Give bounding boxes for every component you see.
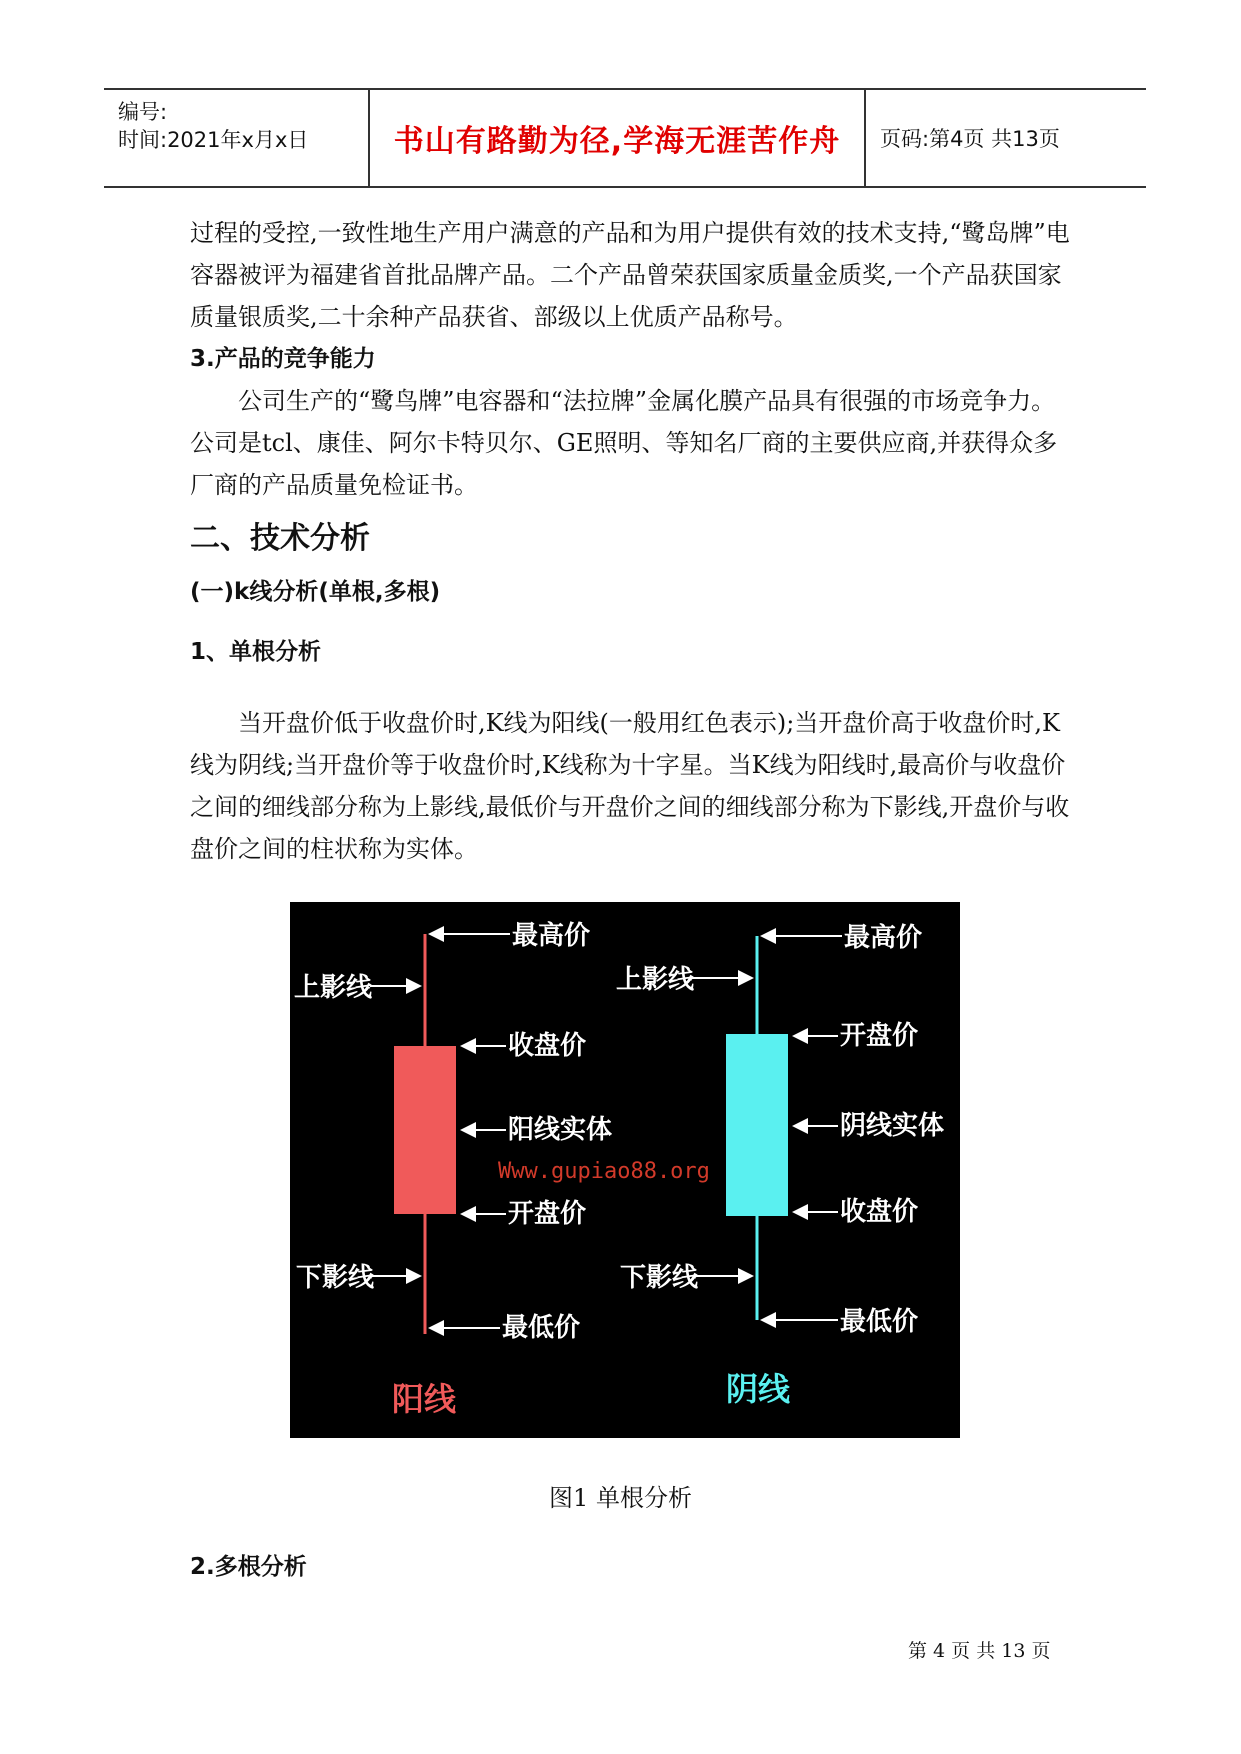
yang-low-label: 最低价 <box>502 1313 581 1343</box>
paragraph-quality: 过程的受控,一致性地生产用户满意的产品和为用户提供有效的技术支持,“鹭岛牌”电容器被评为福建省首批品牌产品。二个产品曾荣获国家质量金质奖,一个产品获国家质量银质奖,二十余种产品获省、部级以上优质产品称号。 <box>190 219 1070 331</box>
figure-watermark: Www.gupiao88.org <box>498 1159 710 1184</box>
page-footer: 第 4 页 共 13 页 <box>908 1640 1051 1662</box>
yin-body-label: 阴线实体 <box>840 1111 945 1141</box>
figure-caption: 图1 单根分析 <box>549 1484 692 1512</box>
yang-body-label: 阳线实体 <box>508 1115 613 1145</box>
yin-high-label: 最高价 <box>844 923 923 953</box>
yin-low-label: 最低价 <box>840 1307 919 1337</box>
header-time-label: 时间:2021年x月x日 <box>118 128 309 152</box>
paragraph-kline: 当开盘价低于收盘价时,K线为阳线(一般用红色表示);当开盘价高于收盘价时,K线为阴线;当开盘价等于收盘价时,K线称为十字星。当K线为阳线时,最高价与收盘价之间的细线部分称为上影线,最低价与开盘价之间的细线部分称为下影线,开盘价与收盘价之间的柱状称为实体。 <box>190 709 1070 863</box>
yin-open-label: 开盘价 <box>840 1021 919 1051</box>
header-motto: 书山有路勤为径,学海无涯苦作舟 <box>393 124 841 159</box>
item-title-single: 1、单根分析 <box>190 639 322 665</box>
document-body <box>190 212 1070 870</box>
yin-title: 阴线 <box>726 1370 791 1408</box>
yang-upper-shadow-label: 上影线 <box>294 973 373 1003</box>
header-number-label: 编号: <box>118 100 168 124</box>
yang-open-label: 开盘价 <box>508 1199 587 1229</box>
header-page-label: 页码:第4页 共13页 <box>880 127 1060 151</box>
yin-candle-body <box>726 1034 788 1216</box>
yang-high-label: 最高价 <box>512 921 591 951</box>
kline-diagram <box>290 902 960 1438</box>
item-title-multiple: 2.多根分析 <box>190 1554 307 1580</box>
header-page-cell <box>866 90 1146 186</box>
yang-candle-body <box>394 1046 456 1214</box>
yang-title: 阳线 <box>392 1380 457 1418</box>
yin-close-label: 收盘价 <box>840 1197 919 1227</box>
kline-figure <box>290 902 960 1438</box>
section-title-technical: 二、技术分析 <box>190 521 370 556</box>
heading-competitiveness: 3.产品的竞争能力 <box>190 346 376 372</box>
yang-close-label: 收盘价 <box>508 1031 587 1061</box>
yin-upper-shadow-label: 上影线 <box>616 965 695 995</box>
yin-lower-shadow-label: 下影线 <box>620 1263 699 1293</box>
yang-lower-shadow-label: 下影线 <box>296 1263 375 1293</box>
paragraph-competitiveness: 公司生产的“鹭鸟牌”电容器和“法拉牌”金属化膜产品具有很强的市场竞争力。公司是tcl、康佳、阿尔卡特贝尔、GE照明、等知名厂商的主要供应商,并获得众多厂商的产品质量免检证书。 <box>190 387 1058 499</box>
page-header <box>104 88 1146 188</box>
header-info-cell <box>104 90 370 186</box>
subsection-title-kline: (一)k线分析(单根,多根) <box>190 579 441 605</box>
header-motto-cell <box>370 90 866 186</box>
